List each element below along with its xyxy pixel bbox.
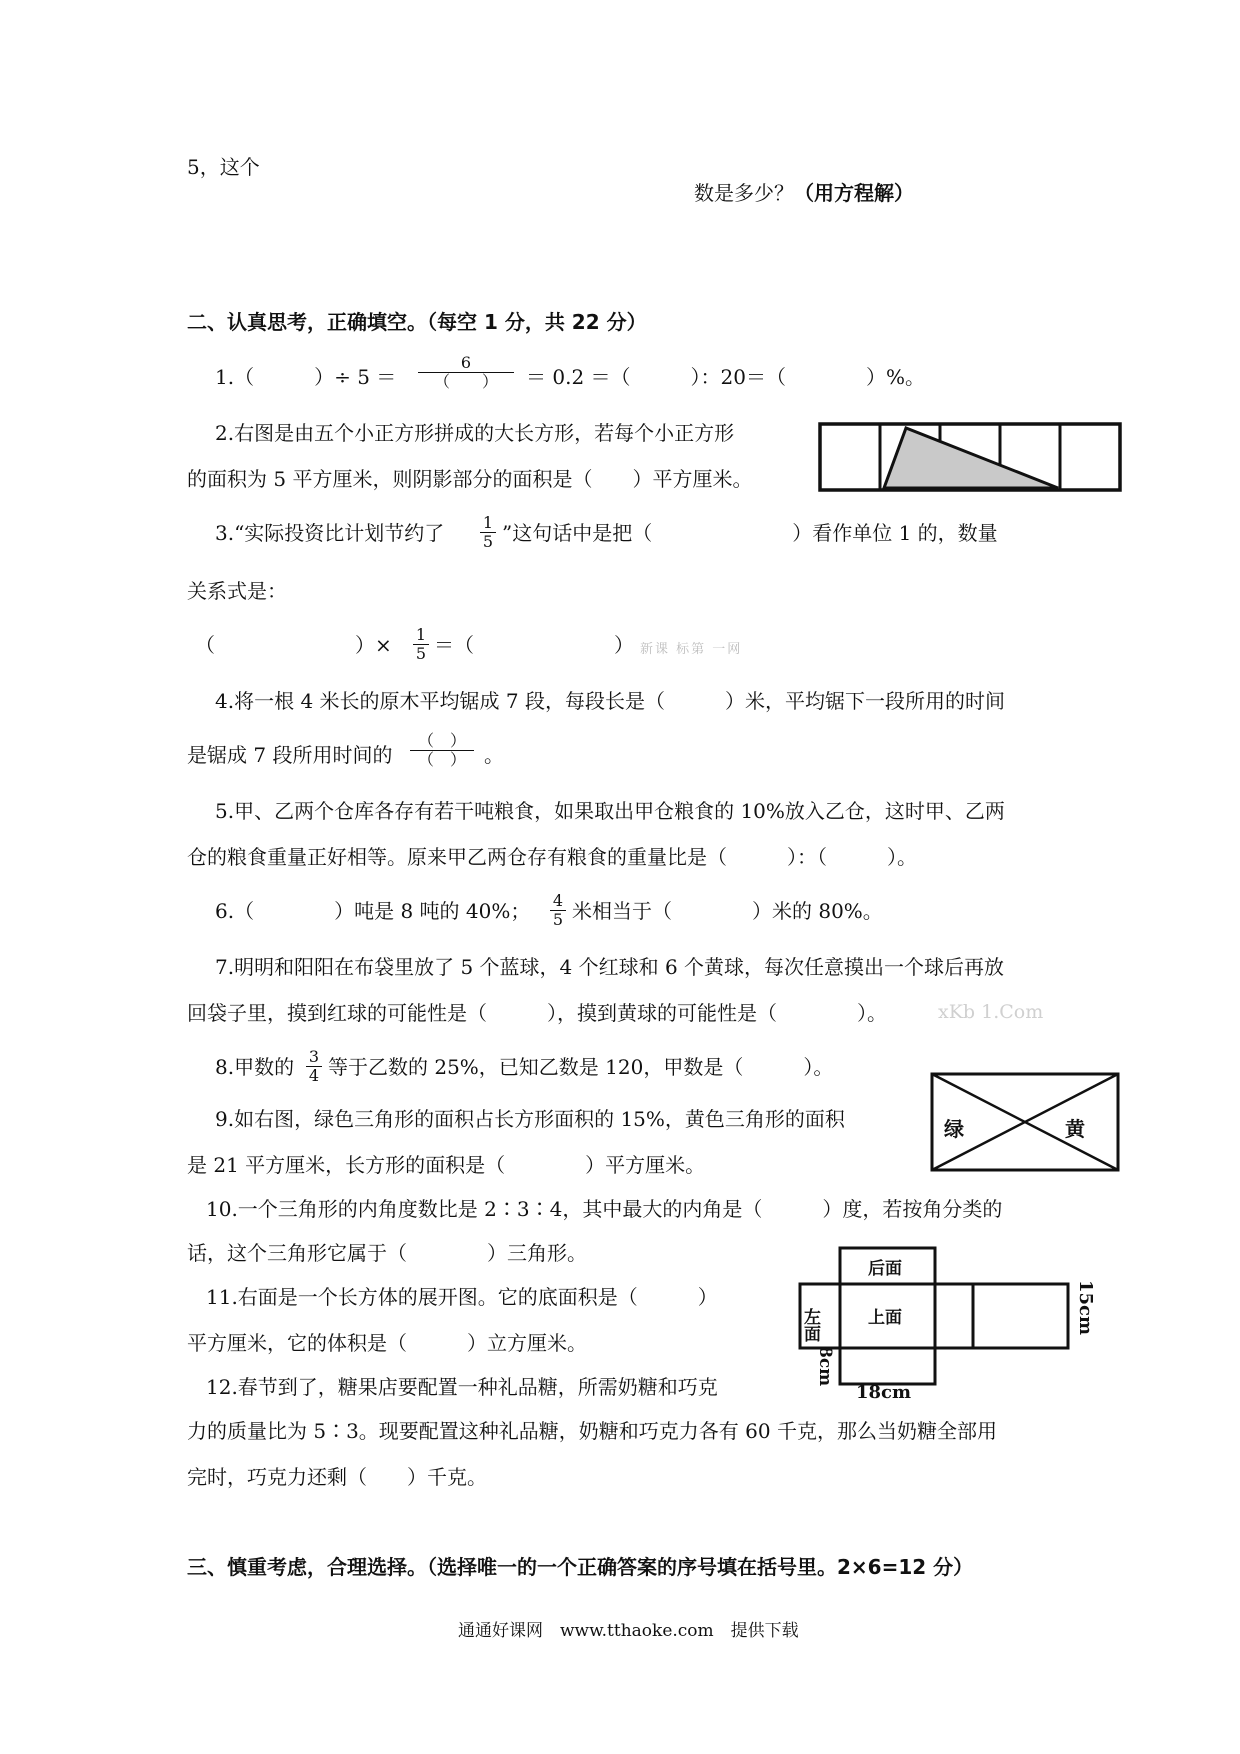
q11-label-top: 上面 [868, 1308, 902, 1328]
q7-line2: 回袋子里，摸到红球的可能性是（ ），摸到黄球的可能性是（ ）。 [187, 1001, 887, 1025]
q9-label-green: 绿 [944, 1117, 964, 1141]
q3-line3-end: ＝（ ） [434, 633, 634, 657]
q9-label-yellow: 黄 [1065, 1117, 1085, 1141]
q3-line3-start: （ ）× [195, 633, 392, 657]
q4-fraction [410, 732, 474, 769]
q6-frac-den: 5 [552, 910, 564, 929]
q11-label-back: 后面 [868, 1259, 902, 1279]
q6-frac-num: 4 [550, 892, 566, 911]
q4-line1: 4.将一根 4 米长的原木平均锯成 7 段，每段长是（ ）米，平均锯下一段所用的时间 [215, 689, 1005, 713]
q1-frac-den: （ ） [433, 372, 498, 391]
q3-frac-num: 1 [480, 514, 496, 533]
section3-heading: 三、慎重考虑，合理选择。（选择唯一的一个正确答案的序号填在括号里。2×6=12 分） [187, 1555, 974, 1579]
q1-frac-num: 6 [418, 354, 514, 373]
q3-frac-den: 5 [482, 532, 494, 551]
q5-prev-method: （用方程解） [794, 181, 914, 205]
q7-watermark: xKb 1.Com [938, 1001, 1044, 1023]
q11-line2: 平方厘米，它的体积是（ ）立方厘米。 [187, 1331, 587, 1355]
q12-line1: 12.春节到了，糖果店要配置一种礼品糖，所需奶糖和巧克 [206, 1375, 718, 1399]
q8-start: 8.甲数的 [215, 1055, 295, 1079]
section2-heading: 二、认真思考，正确填空。（每空 1 分，共 22 分） [187, 310, 647, 334]
q2-line2: 的面积为 5 平方厘米，则阴影部分的面积是（ ）平方厘米。 [187, 467, 753, 491]
page-footer: 通通好课网 www.tthaoke.com 提供下载 [458, 1621, 799, 1641]
q2-line1: 2.右图是由五个小正方形拼成的大长方形，若每个小正方形 [215, 421, 735, 445]
q11-dim-15cm: 15cm [1075, 1280, 1096, 1336]
q4-line2-start: 是锯成 7 段所用时间的 [187, 743, 393, 767]
q3-line3-frac-num: 1 [413, 626, 429, 645]
q3-fraction [480, 514, 496, 551]
q2-five-squares-figure [818, 422, 1123, 492]
q6-start: 6.（ ）吨是 8 吨的 40%； [215, 899, 531, 923]
q5-prev-end-text: 数是多少？ [694, 181, 794, 205]
q10-line2: 话，这个三角形它属于（ ）三角形。 [187, 1241, 587, 1265]
q11-label-left: 左面 [800, 1308, 820, 1342]
q8-frac-num: 3 [306, 1048, 322, 1067]
q3-line3-frac-den: 5 [415, 644, 427, 663]
q11-dim-8cm: 8cm [815, 1346, 835, 1387]
q4-line2-end: 。 [484, 743, 504, 767]
q3-line3-fraction [413, 626, 429, 663]
q9-line1: 9.如右图，绿色三角形的面积占长方形面积的 15%，黄色三角形的面积 [215, 1107, 845, 1131]
q3-end: ”这句话中是把（ ）看作单位 1 的，数量 [502, 521, 998, 545]
q2-shaded-triangle [884, 428, 1058, 488]
q12-line3: 完时，巧克力还剩（ ）千克。 [187, 1465, 487, 1489]
q8-fraction [306, 1048, 322, 1085]
q11-cuboid-net-figure [798, 1246, 1096, 1426]
q1-start: 1.（ ）÷ 5 ＝ [215, 365, 397, 389]
q5-line2: 仓的粮食重量正好相等。原来甲乙两仓存有粮食的重量比是（ ）：（ ）。 [187, 845, 917, 869]
q6-fraction [550, 892, 566, 929]
q4-frac-num: （ ） [410, 732, 474, 751]
q10-line1: 10.一个三角形的内角度数比是 2∶3∶4，其中最大的内角是（ ）度，若按角分类的 [206, 1197, 1003, 1221]
q5-line1: 5.甲、乙两个仓库各存有若干吨粮食，如果取出甲仓粮食的 10%放入乙仓，这时甲、乙两 [215, 799, 1005, 823]
q9-line2: 是 21 平方厘米，长方形的面积是（ ）平方厘米。 [187, 1153, 706, 1177]
q8-end: 等于乙数的 25%，已知乙数是 120，甲数是（ ）。 [328, 1055, 834, 1079]
q11-dim-18cm: 18cm [856, 1382, 912, 1403]
q3-line2: 关系式是： [187, 579, 287, 603]
q11-line1: 11.右面是一个长方体的展开图。它的底面积是（ ） [206, 1285, 718, 1309]
q8-frac-den: 4 [308, 1066, 320, 1085]
q1-end: ＝ 0.2 ＝（ ）：20＝（ ）%。 [526, 365, 925, 389]
q5-prev-start: 5，这个 [187, 155, 260, 179]
q6-end: 米相当于（ ）米的 80%。 [572, 899, 883, 923]
q1-fraction [418, 354, 514, 391]
q12-line2: 力的质量比为 5∶3。现要配置这种礼品糖，奶糖和巧克力各有 60 千克，那么当奶糖全部用 [187, 1419, 997, 1443]
q7-line1: 7.明明和阳阳在布袋里放了 5 个蓝球，4 个红球和 6 个黄球，每次任意摸出一个球后再放 [215, 955, 1005, 979]
q3-start: 3.“实际投资比计划节约了 [215, 521, 445, 545]
q4-frac-den: （ ） [417, 750, 466, 769]
q5-prev-end [694, 180, 914, 206]
q3-watermark: 新课 标第 一网 [640, 642, 743, 657]
q9-rectangle-figure [930, 1072, 1120, 1172]
